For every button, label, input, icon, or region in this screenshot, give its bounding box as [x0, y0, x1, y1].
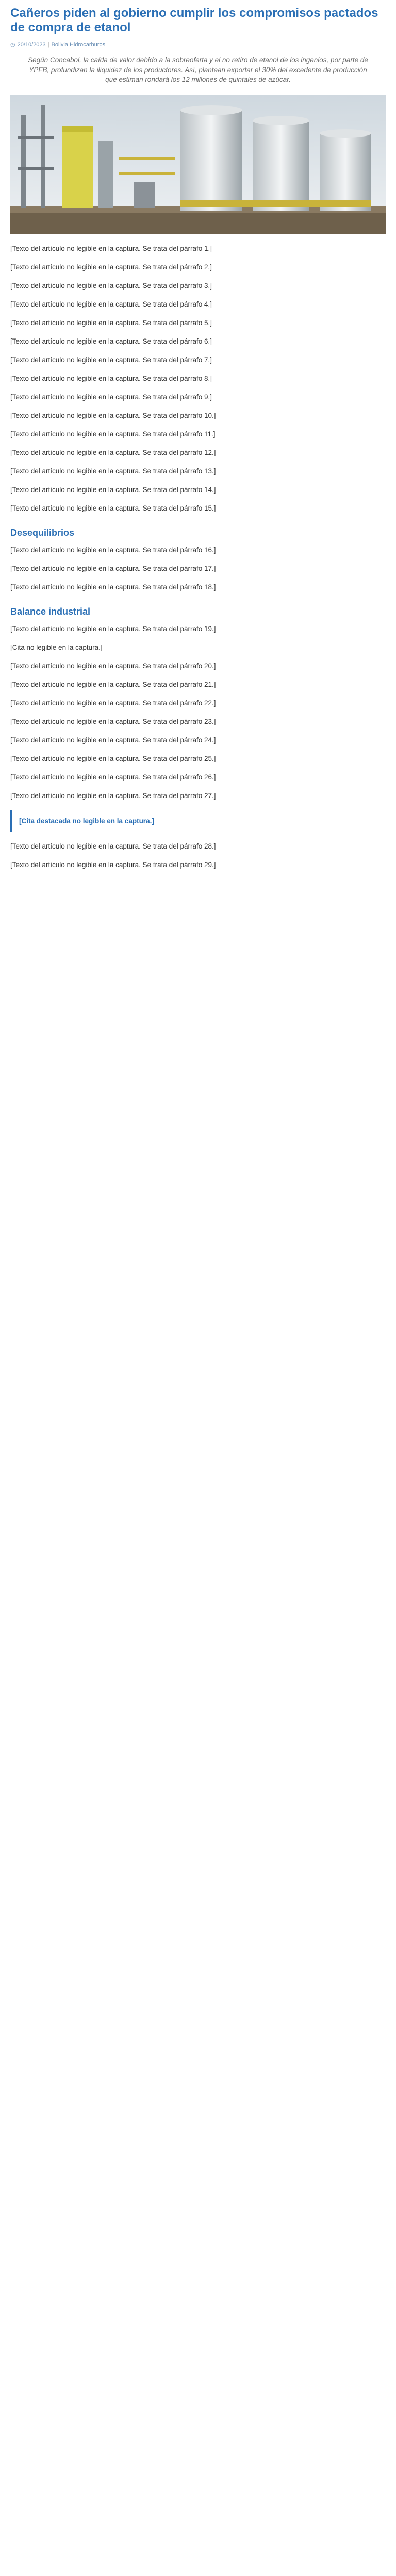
hero-image: [10, 95, 386, 234]
article-author[interactable]: Bolivia Hidrocarburos: [51, 41, 106, 48]
article-body: [10, 243, 386, 870]
article-paragraph: [Texto del artículo no legible en la captura. Se trata del párrafo 2.]: [10, 263, 212, 271]
article-paragraph: [Texto del artículo no legible en la captura. Se trata del párrafo 23.]: [10, 718, 216, 725]
article-paragraph: [Texto del artículo no legible en la captura. Se trata del párrafo 26.]: [10, 773, 216, 781]
article-paragraph: [Texto del artículo no legible en la captura. Se trata del párrafo 12.]: [10, 449, 216, 456]
article-paragraph: [Texto del artículo no legible en la captura. Se trata del párrafo 7.]: [10, 356, 212, 364]
article-paragraph: [Texto del artículo no legible en la captura. Se trata del párrafo 28.]: [10, 842, 216, 850]
article-paragraph: [Texto del artículo no legible en la captura. Se trata del párrafo 18.]: [10, 583, 216, 591]
article-quote: [Cita no legible en la captura.]: [10, 643, 103, 651]
pull-quote: [Cita destacada no legible en la captura.]: [10, 810, 386, 832]
section-heading: Balance industrial: [10, 606, 91, 617]
article-paragraph: [Texto del artículo no legible en la captura. Se trata del párrafo 10.]: [10, 412, 216, 419]
article-paragraph: [Texto del artículo no legible en la captura. Se trata del párrafo 4.]: [10, 300, 212, 308]
article-paragraph: [Texto del artículo no legible en la captura. Se trata del párrafo 25.]: [10, 755, 216, 762]
article-paragraph: [Texto del artículo no legible en la captura. Se trata del párrafo 1.]: [10, 245, 212, 252]
section-heading: Desequilibrios: [10, 528, 75, 538]
article-lead: Según Concabol, la caída de valor debido a la sobreoferta y el no retiro de etanol de los ingenios, por parte de YPFB, profundizan la iliquidez de los productores. Así, plantean exportar el 30% del excedente de producción que estiman rondará los 12 millones de quintales de azúcar.: [28, 56, 368, 83]
article-paragraph: [Texto del artículo no legible en la captura. Se trata del párrafo 24.]: [10, 736, 216, 744]
article-paragraph: [Texto del artículo no legible en la captura. Se trata del párrafo 9.]: [10, 393, 212, 401]
article-paragraph: [Texto del artículo no legible en la captura. Se trata del párrafo 15.]: [10, 504, 216, 512]
article-paragraph: [Texto del artículo no legible en la captura. Se trata del párrafo 6.]: [10, 337, 212, 345]
article-paragraph: [Texto del artículo no legible en la captura. Se trata del párrafo 13.]: [10, 467, 216, 475]
article-paragraph: [Texto del artículo no legible en la captura. Se trata del párrafo 21.]: [10, 681, 216, 688]
clock-icon: ◷: [10, 42, 15, 48]
article-paragraph: [Texto del artículo no legible en la captura. Se trata del párrafo 8.]: [10, 375, 212, 382]
article-paragraph: [Texto del artículo no legible en la captura. Se trata del párrafo 22.]: [10, 699, 216, 707]
article-title: Cañeros piden al gobierno cumplir los compromisos pactados de compra de etanol: [10, 6, 378, 35]
article-paragraph: [Texto del artículo no legible en la captura. Se trata del párrafo 11.]: [10, 430, 216, 438]
article-paragraph: [Texto del artículo no legible en la captura. Se trata del párrafo 20.]: [10, 662, 216, 670]
article-paragraph: [Texto del artículo no legible en la captura. Se trata del párrafo 3.]: [10, 282, 212, 290]
article-paragraph: [Texto del artículo no legible en la captura. Se trata del párrafo 17.]: [10, 565, 216, 572]
article-paragraph: [Texto del artículo no legible en la captura. Se trata del párrafo 29.]: [10, 861, 216, 869]
article-paragraph: [Texto del artículo no legible en la captura. Se trata del párrafo 14.]: [10, 486, 216, 494]
article-date: 20/10/2023: [17, 41, 46, 48]
article-paragraph: [Texto del artículo no legible en la captura. Se trata del párrafo 27.]: [10, 792, 216, 800]
article-paragraph: [Texto del artículo no legible en la captura. Se trata del párrafo 5.]: [10, 319, 212, 327]
article-paragraph: [Texto del artículo no legible en la captura. Se trata del párrafo 16.]: [10, 546, 216, 554]
article-meta: ◷ 20/10/2023 | Bolivia Hidrocarburos: [10, 41, 106, 48]
article-paragraph: [Texto del artículo no legible en la captura. Se trata del párrafo 19.]: [10, 625, 216, 633]
